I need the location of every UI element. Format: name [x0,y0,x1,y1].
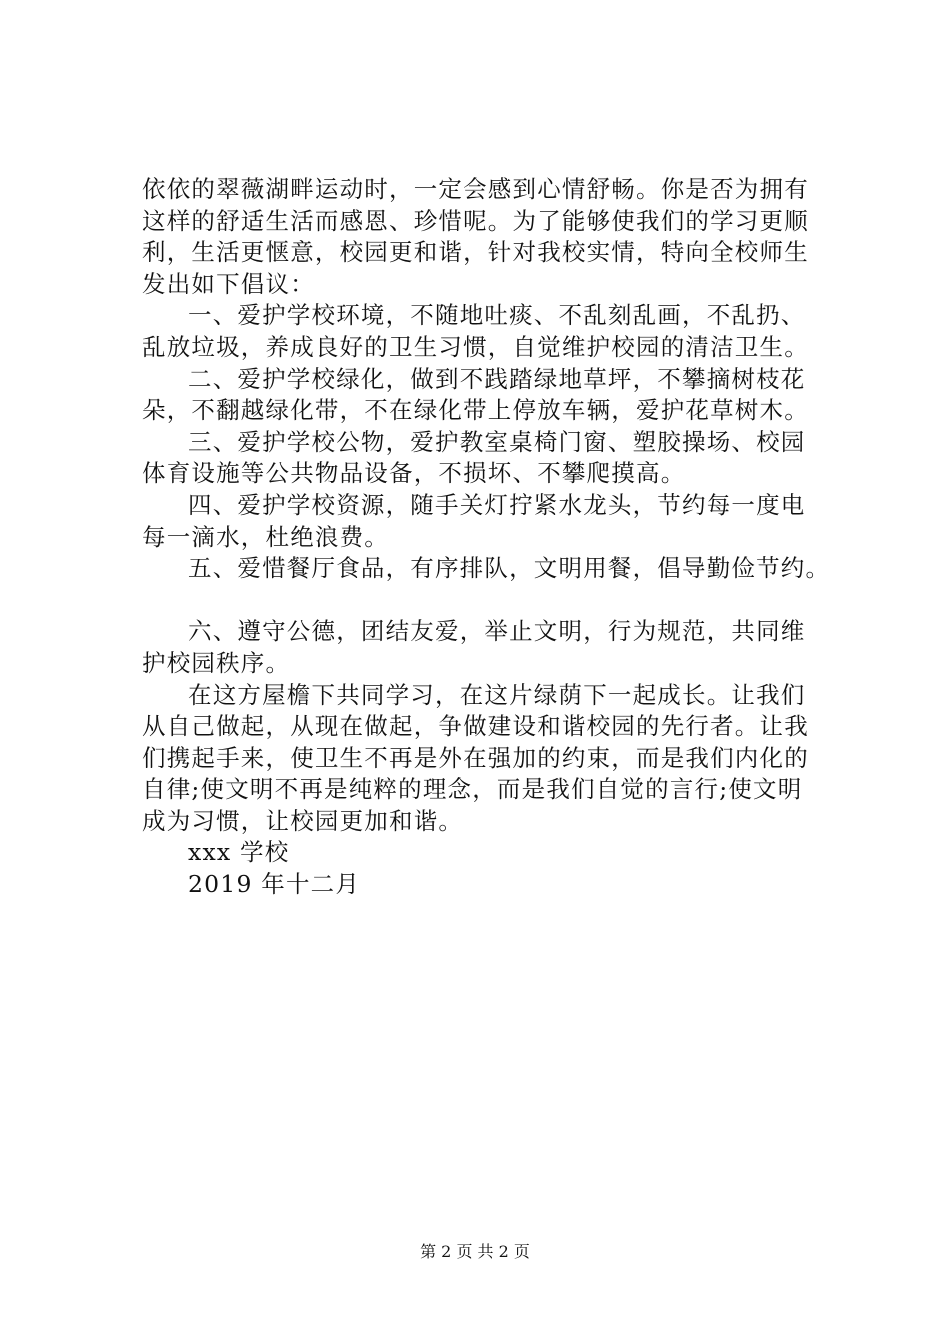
text-line: 们携起手来，使卫生不再是外在强加的约束，而是我们内化的 [142,743,809,772]
text-line: 自律;使文明不再是纯粹的理念，而是我们自觉的言行;使文明 [142,775,803,804]
text-line: 发出如下倡议： [142,269,315,298]
proposal-item-1: 一、爱护学校环境，不随地吐痰、不乱刻乱画，不乱扔、 [188,301,806,330]
closing-paragraph: 在这方屋檐下共同学习，在这片绿荫下一起成长。让我们 [188,680,806,709]
document-body [142,174,842,901]
signature: xxx 学校 [188,838,290,867]
text-line: 乱放垃圾，养成良好的卫生习惯，自觉维护校园的清洁卫生。 [142,332,809,361]
text-line: 护校园秩序。 [142,648,291,677]
text-line: 依依的翠薇湖畔运动时，一定会感到心情舒畅。你是否为拥有 [142,175,809,203]
page-footer [0,1242,950,1262]
proposal-item-3: 三、爱护学校公物，爱护教室桌椅门窗、塑胶操场、校园 [188,427,806,456]
date: 2019 年十二月 [188,870,361,899]
proposal-item-4: 四、爱护学校资源，随手关灯拧紧水龙头，节约每一度电 [188,490,806,519]
text-line: 从自己做起，从现在做起，争做建设和谐校园的先行者。让我 [142,712,809,741]
proposal-item-6: 六、遵守公德，团结友爱，举止文明，行为规范，共同维 [188,617,806,646]
text-line: 成为习惯，让校园更加和谐。 [142,806,464,835]
text-line: 利，生活更惬意，校园更和谐，针对我校实情，特向全校师生 [142,238,809,267]
proposal-item-2: 二、爱护学校绿化，做到不践踏绿地草坪，不攀摘树枝花 [188,364,806,393]
text-line: 这样的舒适生活而感恩、珍惜呢。为了能够使我们的学习更顺 [142,206,809,235]
paragraph-spacer [142,585,842,617]
proposal-item-5: 五、爱惜餐厅食品，有序排队，文明用餐，倡导勤俭节约。 [188,554,831,583]
text-line: 朵，不翻越绿化带，不在绿化带上停放车辆，爱护花草树木。 [142,396,809,425]
text-line: 每一滴水，杜绝浪费。 [142,522,389,551]
page-number: 第 2 页 共 2 页 [420,1242,530,1261]
text-line: 体育设施等公共物品设备，不损坏、不攀爬摸高。 [142,459,686,488]
